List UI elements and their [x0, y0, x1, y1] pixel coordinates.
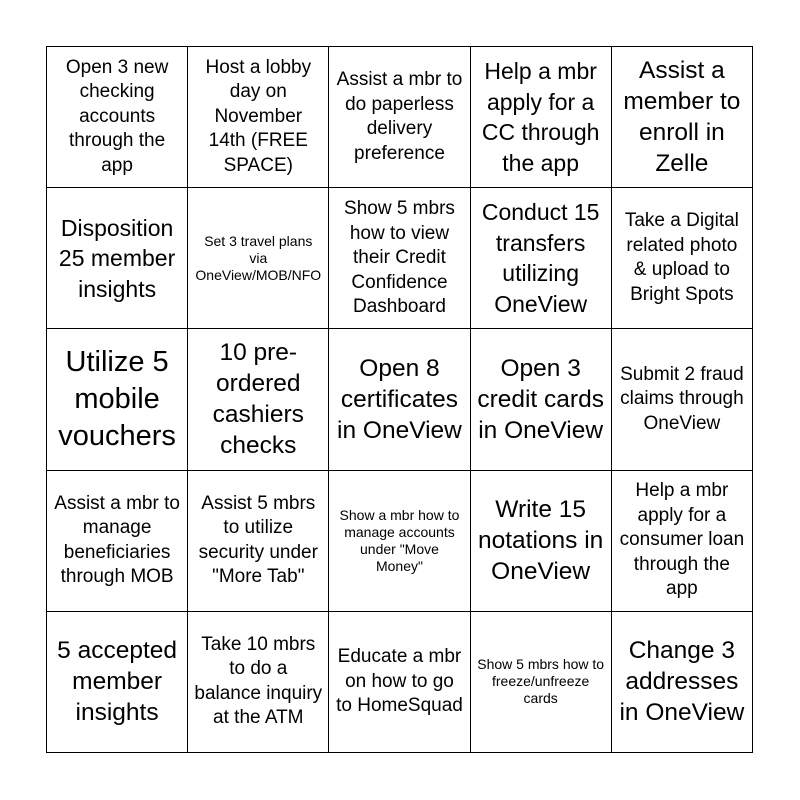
- bingo-board: [46, 46, 753, 753]
- board-row: [47, 470, 753, 611]
- bingo-cell[interactable]: Disposition 25 member insights: [47, 188, 188, 329]
- board-row: [47, 329, 753, 470]
- board-row: [47, 611, 753, 752]
- bingo-cell[interactable]: Assist 5 mbrs to utilize security under "More Tab": [188, 470, 329, 611]
- bingo-cell[interactable]: Take 10 mbrs to do a balance inquiry at the ATM: [188, 611, 329, 752]
- bingo-cell[interactable]: Conduct 15 transfers utilizing OneView: [470, 188, 611, 329]
- board-row: [47, 47, 753, 188]
- bingo-cell[interactable]: Assist a mbr to do paperless delivery preference: [329, 47, 470, 188]
- bingo-cell[interactable]: Show 5 mbrs how to view their Credit Confidence Dashboard: [329, 188, 470, 329]
- bingo-cell[interactable]: Help a mbr apply for a CC through the app: [470, 47, 611, 188]
- bingo-cell[interactable]: Change 3 addresses in OneView: [611, 611, 752, 752]
- bingo-cell[interactable]: Submit 2 fraud claims through OneView: [611, 329, 752, 470]
- bingo-cell[interactable]: Utilize 5 mobile vouchers: [47, 329, 188, 470]
- bingo-cell[interactable]: Open 3 new checking accounts through the app: [47, 47, 188, 188]
- board-row: [47, 188, 753, 329]
- bingo-cell[interactable]: 10 pre-ordered cashiers checks: [188, 329, 329, 470]
- bingo-cell[interactable]: Help a mbr apply for a consumer loan through the app: [611, 470, 752, 611]
- bingo-cell[interactable]: Assist a member to enroll in Zelle: [611, 47, 752, 188]
- bingo-cell[interactable]: 5 accepted member insights: [47, 611, 188, 752]
- bingo-cell[interactable]: Assist a mbr to manage beneficiaries through MOB: [47, 470, 188, 611]
- bingo-cell[interactable]: Set 3 travel plans via OneView/MOB/NFO: [188, 188, 329, 329]
- bingo-cell[interactable]: Write 15 notations in OneView: [470, 470, 611, 611]
- bingo-cell[interactable]: Show 5 mbrs how to freeze/unfreeze cards: [470, 611, 611, 752]
- bingo-cell[interactable]: Host a lobby day on November 14th (FREE SPACE): [188, 47, 329, 188]
- bingo-cell[interactable]: Open 3 credit cards in OneView: [470, 329, 611, 470]
- bingo-cell[interactable]: Open 8 certificates in OneView: [329, 329, 470, 470]
- bingo-cell[interactable]: Educate a mbr on how to go to HomeSquad: [329, 611, 470, 752]
- bingo-cell[interactable]: Take a Digital related photo & upload to Bright Spots: [611, 188, 752, 329]
- bingo-cell[interactable]: Show a mbr how to manage accounts under "Move Money": [329, 470, 470, 611]
